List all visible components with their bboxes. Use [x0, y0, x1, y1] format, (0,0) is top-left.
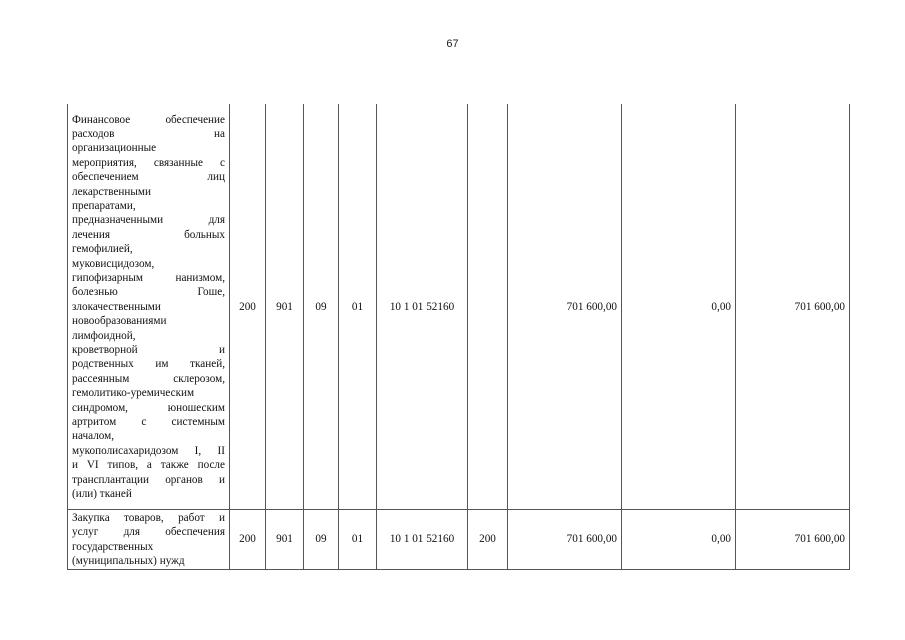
expense-description: Финансовое обеспечение расходов на организационные мероприятия, связанные с обеспечением лиц лекарственными препаратами, предназначенными для лечения больных гемофилией, муковисцидозом, гипофизарным нанизмом, болезнью Гоше, злокачественными новообразованиями лимфоидной, кроветворной и родственных им тканей, рассеянным склерозом, гемолитико-уремическим синдромом, юношеским артритом с системным началом, мукополисахаридозом I, II и VI типов, а также после трансплантации органов и (или) тканей	[68, 104, 230, 510]
budget-table	[67, 104, 850, 570]
total-cell: 701 600,00	[736, 510, 850, 570]
table-row	[68, 510, 850, 570]
expense-type-cell	[468, 104, 508, 510]
code-cell: 200	[230, 510, 266, 570]
target-article-cell: 10 1 01 52160	[377, 104, 468, 510]
section-cell: 09	[304, 104, 339, 510]
code-cell: 200	[230, 104, 266, 510]
subsection-cell: 01	[339, 104, 377, 510]
table-row	[68, 104, 850, 510]
change-cell: 0,00	[622, 510, 736, 570]
amount-cell: 701 600,00	[508, 510, 622, 570]
change-cell: 0,00	[622, 104, 736, 510]
expense-type-cell: 200	[468, 510, 508, 570]
expense-description: Закупка товаров, работ и услуг для обеспечения государственных (муниципальных) нужд	[68, 510, 230, 570]
subsection-cell: 01	[339, 510, 377, 570]
amount-cell: 701 600,00	[508, 104, 622, 510]
ministry-code-cell: 901	[266, 510, 304, 570]
page-number: 67	[446, 38, 459, 50]
total-cell: 701 600,00	[736, 104, 850, 510]
section-cell: 09	[304, 510, 339, 570]
target-article-cell: 10 1 01 52160	[377, 510, 468, 570]
ministry-code-cell: 901	[266, 104, 304, 510]
